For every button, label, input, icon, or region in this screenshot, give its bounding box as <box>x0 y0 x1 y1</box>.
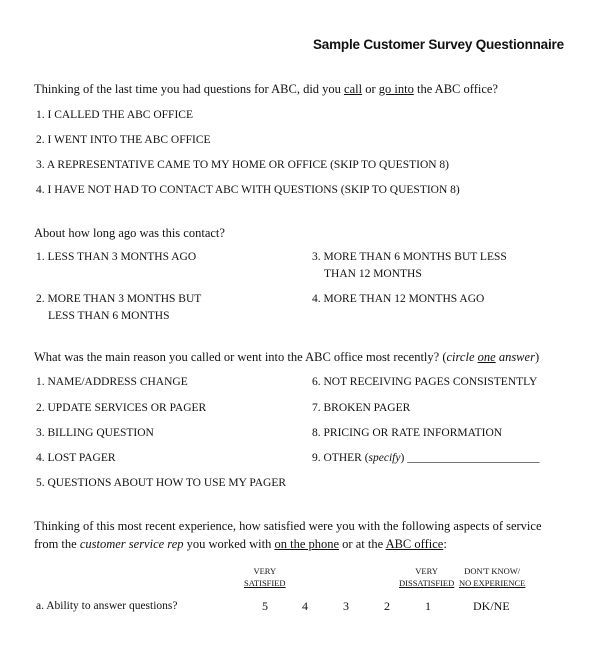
q2-option-2[interactable] <box>36 291 201 325</box>
header-very-dissatisfied-1: VERY <box>415 566 438 576</box>
q2-option-1[interactable]: 1. LESS THAN 3 MONTHS AGO <box>36 251 197 263</box>
q1-call: call <box>344 82 363 96</box>
row-a-value-4[interactable]: 4 <box>302 599 308 613</box>
q3-circle: circle <box>446 350 478 364</box>
q4-suffix: : <box>443 537 447 551</box>
q1-suffix: the ABC office? <box>413 82 498 96</box>
question-4-line-1: Thinking of this most recent experience, how satisfied were you with the following aspects of service <box>34 519 542 533</box>
q3-other-specify: specify <box>368 452 401 464</box>
q3-prefix: What was the main reason you called or went into the ABC office most recently? ( <box>34 350 447 364</box>
header-very-satisfied-1: VERY <box>253 566 277 576</box>
q3-other-prefix: 9. OTHER ( <box>312 452 369 464</box>
row-a-value-1[interactable]: 1 <box>425 599 431 613</box>
header-very-satisfied-2: SATISFIED <box>244 578 286 588</box>
q3-other-blank: ) _______________________ <box>400 452 540 464</box>
q3-option-2[interactable]: 2. UPDATE SERVICES OR PAGER <box>36 402 207 414</box>
q4-mid: you worked with <box>183 537 275 551</box>
survey-title: Sample Customer Survey Questionnaire <box>313 37 564 52</box>
q2-option-2-line-1: 2. MORE THAN 3 MONTHS BUT <box>36 293 202 305</box>
q3-option-6[interactable]: 6. NOT RECEIVING PAGES CONSISTENTLY <box>312 376 538 388</box>
q4-rep: customer service rep <box>79 537 184 551</box>
q3-answer: answer <box>495 350 535 364</box>
q4-abc-office: ABC office <box>385 537 444 551</box>
q3-option-8[interactable]: 8. PRICING OR RATE INFORMATION <box>312 427 503 439</box>
q2-option-3-line-1: 3. MORE THAN 6 MONTHS BUT LESS <box>312 251 507 263</box>
q3-option-1[interactable]: 1. NAME/ADDRESS CHANGE <box>36 376 188 388</box>
header-dont-know-2: NO EXPERIENCE <box>459 578 526 588</box>
header-dont-know <box>459 565 525 589</box>
q3-option-5[interactable]: 5. QUESTIONS ABOUT HOW TO USE MY PAGER <box>36 477 287 489</box>
header-very-dissatisfied-2: DISSATISFIED <box>399 578 455 588</box>
q3-one: one <box>477 350 496 364</box>
q4-prefix: from the <box>34 537 80 551</box>
q2-option-3-line-2: THAN 12 MONTHS <box>324 268 422 280</box>
header-very-satisfied <box>244 565 286 589</box>
q1-option-2[interactable]: 2. I WENT INTO THE ABC OFFICE <box>36 134 211 146</box>
q1-prefix: Thinking of the last time you had questions for ABC, did you <box>34 82 345 96</box>
q2-option-3[interactable] <box>312 249 507 283</box>
q4-on-phone: on the phone <box>274 537 340 551</box>
row-a-value-3[interactable]: 3 <box>343 599 349 613</box>
q1-option-1[interactable]: 1. I CALLED THE ABC OFFICE <box>36 109 193 121</box>
q3-option-4[interactable]: 4. LOST PAGER <box>36 452 116 464</box>
question-3-text <box>34 348 539 366</box>
question-1-text <box>34 80 498 98</box>
q3-option-3[interactable]: 3. BILLING QUESTION <box>36 427 154 439</box>
q3-option-7[interactable]: 7. BROKEN PAGER <box>312 402 411 414</box>
q2-option-2-line-2: LESS THAN 6 MONTHS <box>48 310 170 322</box>
q4-or: or at the <box>339 537 386 551</box>
q1-go-into: go into <box>378 82 414 96</box>
q3-suffix: ) <box>534 350 540 364</box>
q1-or: or <box>362 82 379 96</box>
row-a-value-dkne[interactable]: DK/NE <box>473 599 510 613</box>
question-2-text: About how long ago was this contact? <box>34 226 225 240</box>
question-4-line-2 <box>34 535 447 553</box>
row-a-label: a. Ability to answer questions? <box>36 600 178 612</box>
q2-option-4[interactable]: 4. MORE THAN 12 MONTHS AGO <box>312 293 485 305</box>
q3-option-9-other[interactable] <box>312 450 539 467</box>
header-very-dissatisfied <box>399 565 454 589</box>
header-dont-know-1: DON'T KNOW/ <box>464 566 521 576</box>
row-a-value-2[interactable]: 2 <box>384 599 390 613</box>
q1-option-3[interactable]: 3. A REPRESENTATIVE CAME TO MY HOME OR OFFICE (SKIP TO QUESTION 8) <box>36 159 450 171</box>
q1-option-4[interactable]: 4. I HAVE NOT HAD TO CONTACT ABC WITH QUESTIONS (SKIP TO QUESTION 8) <box>36 184 460 196</box>
row-a-value-5[interactable]: 5 <box>262 599 268 613</box>
